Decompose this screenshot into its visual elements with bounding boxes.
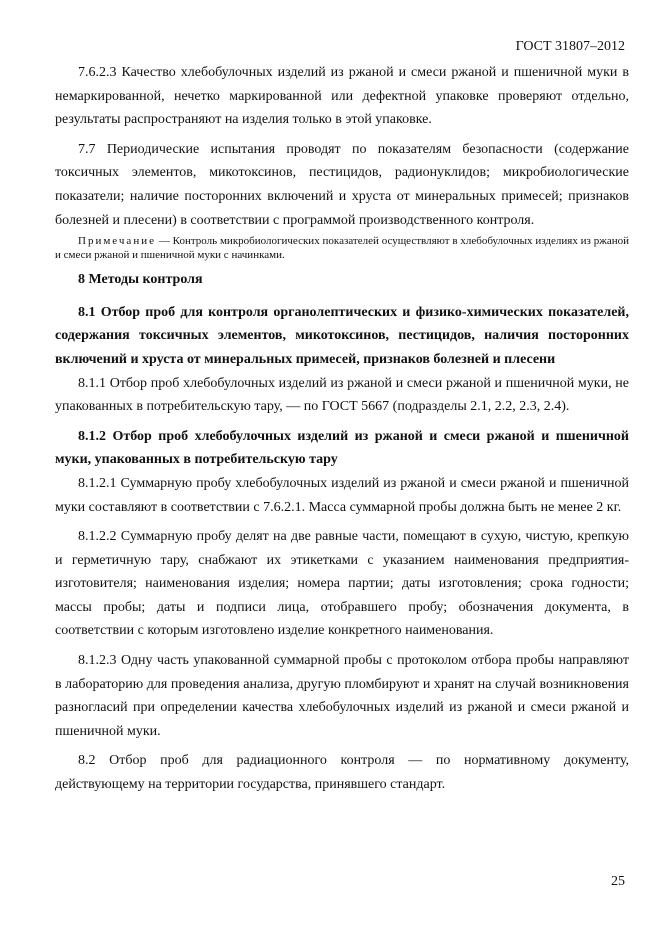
heading-8-1: 8.1 Отбор проб для контроля органолептических и физико-химических показателей, содержания токсичных элементов, микотоксинов, пестицидов, наличия посторонних включений и хруста от минеральных примесей, признаков болезней и плесени <box>55 304 629 367</box>
paragraph-7-7: 7.7 Периодические испытания проводят по показателям безопасности (содержание токсичных элементов, микотоксинов, пестицидов, радионуклидов; микробиологические показатели; наличие посторонних включений и хруста от минеральных примесей; признаков болезней и плесени) в соответствии с программой производственного контроля. <box>55 141 629 228</box>
paragraph-8-1-2-3: 8.1.2.3 Одну часть упакованной суммарной пробы с протоколом отбора пробы направляют в лабораторию для проведения анализа, другую пломбируют и хранят на случай возникновения разногласий при определении качества хлебобулочных изделий из ржаной и смеси ржаной и пшеничной муки. <box>55 653 629 739</box>
page-content <box>55 61 629 797</box>
paragraph-8-2: 8.2 Отбор проб для радиационного контроля — по нормативному документу, действующему на территории государства, принявшего стандарт. <box>55 753 629 793</box>
section-8-title: 8 Методы контроля <box>78 272 203 288</box>
note-text: — Контроль микробиологических показателей осуществляют в хлебобулочных изделиях из ржаной и смеси ржаной и пшеничной муки с начинками. <box>55 235 629 262</box>
paragraph-8-1-2-2: 8.1.2.2 Суммарную пробу делят на две равные части, помещают в сухую, чистую, крепкую и герметичную тару, снабжают их этикетками с указанием наименования предприятия-изготовителя; наименования изделия; номера партии; даты изготовления; срока годности; массы пробы; даты и подписи лица, отобравшего пробу; обозначения документа, в соответствии с которым изготовлено изделие конкретного наименования. <box>55 529 629 639</box>
paragraph-8-1-1: 8.1.1 Отбор проб хлебобулочных изделий из ржаной и смеси ржаной и пшеничной муки, не упакованных в потребительскую тару, — по ГОСТ 5667 (подразделы 2.1, 2.2, 2.3, 2.4). <box>55 375 629 415</box>
standard-header: ГОСТ 31807–2012 <box>515 39 625 54</box>
heading-8-1-2: 8.1.2 Отбор проб хлебобулочных изделий из ржаной и смеси ржаной и пшеничной муки, упакованных в потребительскую тару <box>55 428 629 468</box>
paragraph-7-6-2-3: 7.6.2.3 Качество хлебобулочных изделий из ржаной и смеси ржаной и пшеничной муки в немаркированной, нечетко маркированной или дефектной упаковке проверяют отдельно, результаты распространяют на изделия только в этой упаковке. <box>55 65 629 128</box>
note-label: Примечание <box>78 235 156 248</box>
note <box>55 234 629 262</box>
page-number: 25 <box>611 874 625 889</box>
paragraph-8-1-2-1: 8.1.2.1 Суммарную пробу хлебобулочных изделий из ржаной и смеси ржаной и пшеничной муки составляют в соответствии с 7.6.2.1. Масса суммарной пробы должна быть не менее 2 кг. <box>55 475 629 515</box>
